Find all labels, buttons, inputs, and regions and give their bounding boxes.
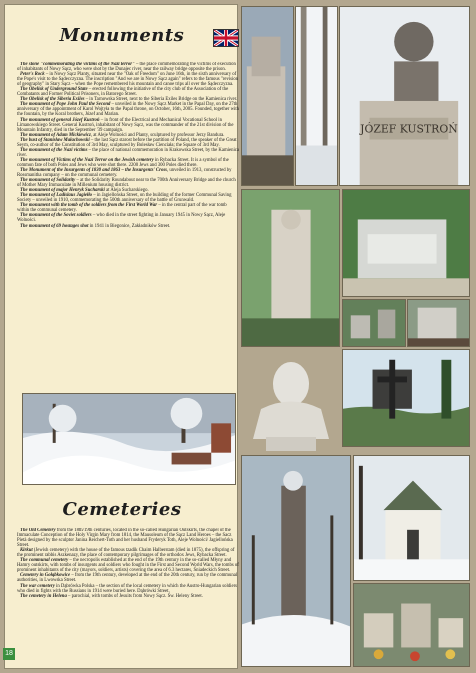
monuments-entry-text: – in front of the Electrical and Mechanical Vocational School in Limanowskiego Street. General Kustroń, inhabitant of Nowy Sącz, was the commander of the 21st division of the Mountain Infantry, died in the September '39 campaign. <box>17 117 234 133</box>
cemeteries-entry-text: (Jewish cemetery) with the house of the famous tzadik Chaim Halberstam (died in 1875), the offspring of the prominent rabbis Aszkenazy, the place of contemporary pilgrimages of the orthodox Jews, Rybacka Street. <box>17 548 235 559</box>
cemeteries-entry-title: The cemetery in Helena <box>20 593 67 599</box>
malachowski-bust-photo <box>241 349 340 453</box>
cemeteries-entry <box>17 594 239 599</box>
monuments-entry-title: The Monument of the Insurgents of 1830 and 1863 – the Insurgents' Cross <box>20 167 168 173</box>
monuments-entry-text: – the place of national commemoration in Krakowska Street, by the Kamienica river. <box>17 147 239 158</box>
cemeteries-text <box>17 528 239 668</box>
monuments-entry-title: The stone "commemorating the victims of the Nazi terror" <box>20 62 135 67</box>
monuments-entry-text: in Rybacka Street. It is a symbol of the common fate of both Poles and Jews who were shot there. 2200 Jews and 300 Poles died there. <box>17 157 229 168</box>
monuments-entry-title: The monument of Victims of the Nazi Terror on the Jewish cemetery <box>20 157 154 163</box>
cemeteries-entry-text: in Dąbrówka Polska – the section of the local cemetery in which the Austro-Hungarian soldiers who died in fights with the Russians in 1914 were buried here. Dąbrówki Street. <box>17 583 237 594</box>
cemeteries-entry-title: The Old Cemetery <box>20 528 56 533</box>
cemeteries-entry-text: – parochial, with tombs of Jesuits from Nowy Sącz. Św. Heleny Street. <box>66 593 203 599</box>
monuments-entry <box>17 148 239 158</box>
monuments-entry-title: The monument of Solidarity <box>20 178 76 184</box>
monuments-entry-title: The monument of general Józef Kustroń <box>20 117 100 123</box>
monuments-entry-text: – the last Sącz starost before the partition of Poland, the speaker of the Great Seym, co-author of the Constitution of 3rd May, sculptured by Bolesław Cienciała; the Square of 3rd May. <box>17 137 237 148</box>
cemeteries-entry-text: – from the 19th century, developed at the end of the 20th century, run by the communal authorities, in Lwowska Street. <box>17 573 238 584</box>
monuments-entry-text: – in Tarnowska Street, next to the Siberia Exiles Bridge on the Kamienica river. <box>84 97 238 103</box>
cemeteries-entry <box>17 584 239 594</box>
cemeteries-entry-title: The war cemetery <box>20 583 55 589</box>
monuments-entry-text: – at the Solidarity Roundabout near to the 700th Anniversary Bridge and the church of Mother Mary Immaculate in Millenium housing district. <box>17 178 236 189</box>
monuments-entry-text: – erected following the initiative of the city club of the Association of the Combatants and Former Political Prisoners, in Batorego Street. <box>17 87 229 98</box>
cemeteries-heading: Cemeteries <box>62 499 182 520</box>
cemeteries-entry <box>17 528 239 548</box>
monuments-entry <box>17 178 239 188</box>
monuments-entry-title: The bust of Stanisław Małachowski <box>20 137 90 143</box>
monuments-entry <box>17 158 239 168</box>
cemetery-photo-small-1 <box>342 299 406 347</box>
text-column <box>4 4 238 669</box>
cemetery-chapel-photo <box>353 455 470 581</box>
monuments-entry <box>17 168 239 178</box>
monuments-entry-title: The monument of Ladislaus Jagiełło <box>20 193 93 199</box>
monuments-entry-title: The monument of 69 hostages shot <box>20 223 89 229</box>
monuments-entry-text: , unveiled in 1913, constructed by Rossmanitha company – on the communal cemetery. <box>17 167 232 179</box>
svg-text:JÓZEF KUSTROŃ: JÓZEF KUSTROŃ <box>360 122 458 136</box>
cemeteries-entry-text: from the 18th/19th centuries, located in the so-called Hungarian Outskirts, the chapel of the Immaculate Conception of the Holy Virgin Mary from 1814, the Mausoleum of the Sącz Land Heroes – the Sacz Pietà designed by the sculptor Janina Reichert-Toth and her husband Fryderyk Toth, Aleje Wolności/ Jagiellońska Street. <box>17 528 233 549</box>
mickiewicz-monument-photo <box>241 189 340 347</box>
monuments-entry <box>17 118 239 133</box>
monuments-entry-title: The monument of Adam Mickiewicz <box>20 132 91 138</box>
monuments-entry-title: The monument of the Soviet soldiers <box>20 213 92 219</box>
monuments-entry-title: The monument of Pope John Paul the Second <box>20 102 111 108</box>
cemeteries-entry-title: Kirkut <box>20 548 33 554</box>
monuments-entry-text: at Aleja Sucharskiego. <box>104 188 149 194</box>
victims-monument-photo <box>342 189 470 297</box>
monuments-entry <box>17 102 239 117</box>
monuments-entry <box>17 87 239 97</box>
monuments-entry-text: – the place commemorating the victims of execution of inhabitants of Nowy Sącz, who were shot by the Dunajec river, near the railway bridge opposite the prison. <box>17 62 236 73</box>
war-cemetery-photo <box>353 583 470 667</box>
monuments-entry-title: Peter's Rock <box>20 72 45 78</box>
monuments-text <box>17 62 239 398</box>
monuments-entry-text: – who died in the street fighting in January 1945 in Nowy Sącz, Aleje Wolności. <box>17 213 226 224</box>
monuments-entry-text: in 1941 in Biegonice, Zakładników Street. <box>88 223 171 229</box>
monument-photo-2 <box>295 6 338 186</box>
uk-flag-icon <box>213 29 239 47</box>
monuments-entry <box>17 193 239 203</box>
cemeteries-entry <box>17 558 239 573</box>
page-number: 18 <box>3 648 15 660</box>
cemeteries-entry-title: The communal cemetery <box>20 558 69 564</box>
monuments-heading: Monuments <box>59 25 185 46</box>
monuments-entry <box>17 72 239 87</box>
monuments-entry-title: The monument with the tomb of the soldiers from the First World War <box>20 203 158 209</box>
monuments-entry <box>17 213 239 223</box>
monument-photo-1 <box>241 6 294 186</box>
monuments-entry-title: The monument of the Nazi victims <box>20 147 88 153</box>
monuments-entry-text: , at Aleje Wolności and Planty, sculptured by professor Jerzy Bandura. <box>90 132 225 138</box>
snowy-park-photo <box>22 393 236 485</box>
cemetery-photo-small-2 <box>407 299 470 347</box>
cemeteries-entry-title: Cemetery in Gołąbkowice <box>20 573 71 579</box>
monuments-entry-text: – in the central part of the war tomb within the communal cemetery. <box>17 203 227 214</box>
cemeteries-entry <box>17 548 239 558</box>
monuments-entry-text: – in Jagiellońska Street, on the building of the former Communal Saving Society – unveiled in 1910, commemorating the 500th anniversary of the battle of Grunwald. <box>17 193 232 204</box>
old-cemetery-winter-photo <box>241 455 351 667</box>
cemeteries-entry <box>17 573 239 583</box>
cemeteries-entry-text: – the necropolis established at the end of the 19th century in the so-called Młyny and Hamry outskirts, with tombs of insurgents and soldiers who fought in the First and Second World Wars, the tombs of prominent inhabitants of the city (mayors, soldiers, artists) covering the area of 6.3 hectares, Śniadeckich Street. <box>17 558 239 574</box>
monuments-entry <box>17 224 239 229</box>
monuments-entry-title: The monument of major Henryk Sucharski <box>20 188 105 194</box>
monuments-entry-text: – unveiled in the Nowy Sącz Market in the Papal Day, on the 27th anniversary of the appointment of Karol Wojtyła to the Papal throne, on October, 16th, 2005. Founded, together with the fountain, by the Koral brothers, Józef and Marian. <box>17 102 239 118</box>
monuments-entry <box>17 62 239 72</box>
kustron-monument-photo <box>339 6 470 186</box>
monuments-entry-title: The Obelisk of the Siberia Exiles <box>20 97 85 103</box>
insurgents-cross-photo <box>342 349 470 447</box>
monuments-entry-text: – in Nowy Sącz Planty, situated near the "Oak of Freedom" on June 16th, in the sixth anniversary of the Pope's visit to the Sądecczyzna. The inscription "And we are in Nowy Sącz again" refers to the famous "revision of geography" in Stary Sącz – when the Pope remembered his mountain and canoe trips all over the Sądecczyzna. <box>17 72 239 88</box>
monuments-entry <box>17 138 239 148</box>
monuments-entry <box>17 203 239 213</box>
monuments-entry-title: The Obelisk of Underground State <box>20 87 88 93</box>
